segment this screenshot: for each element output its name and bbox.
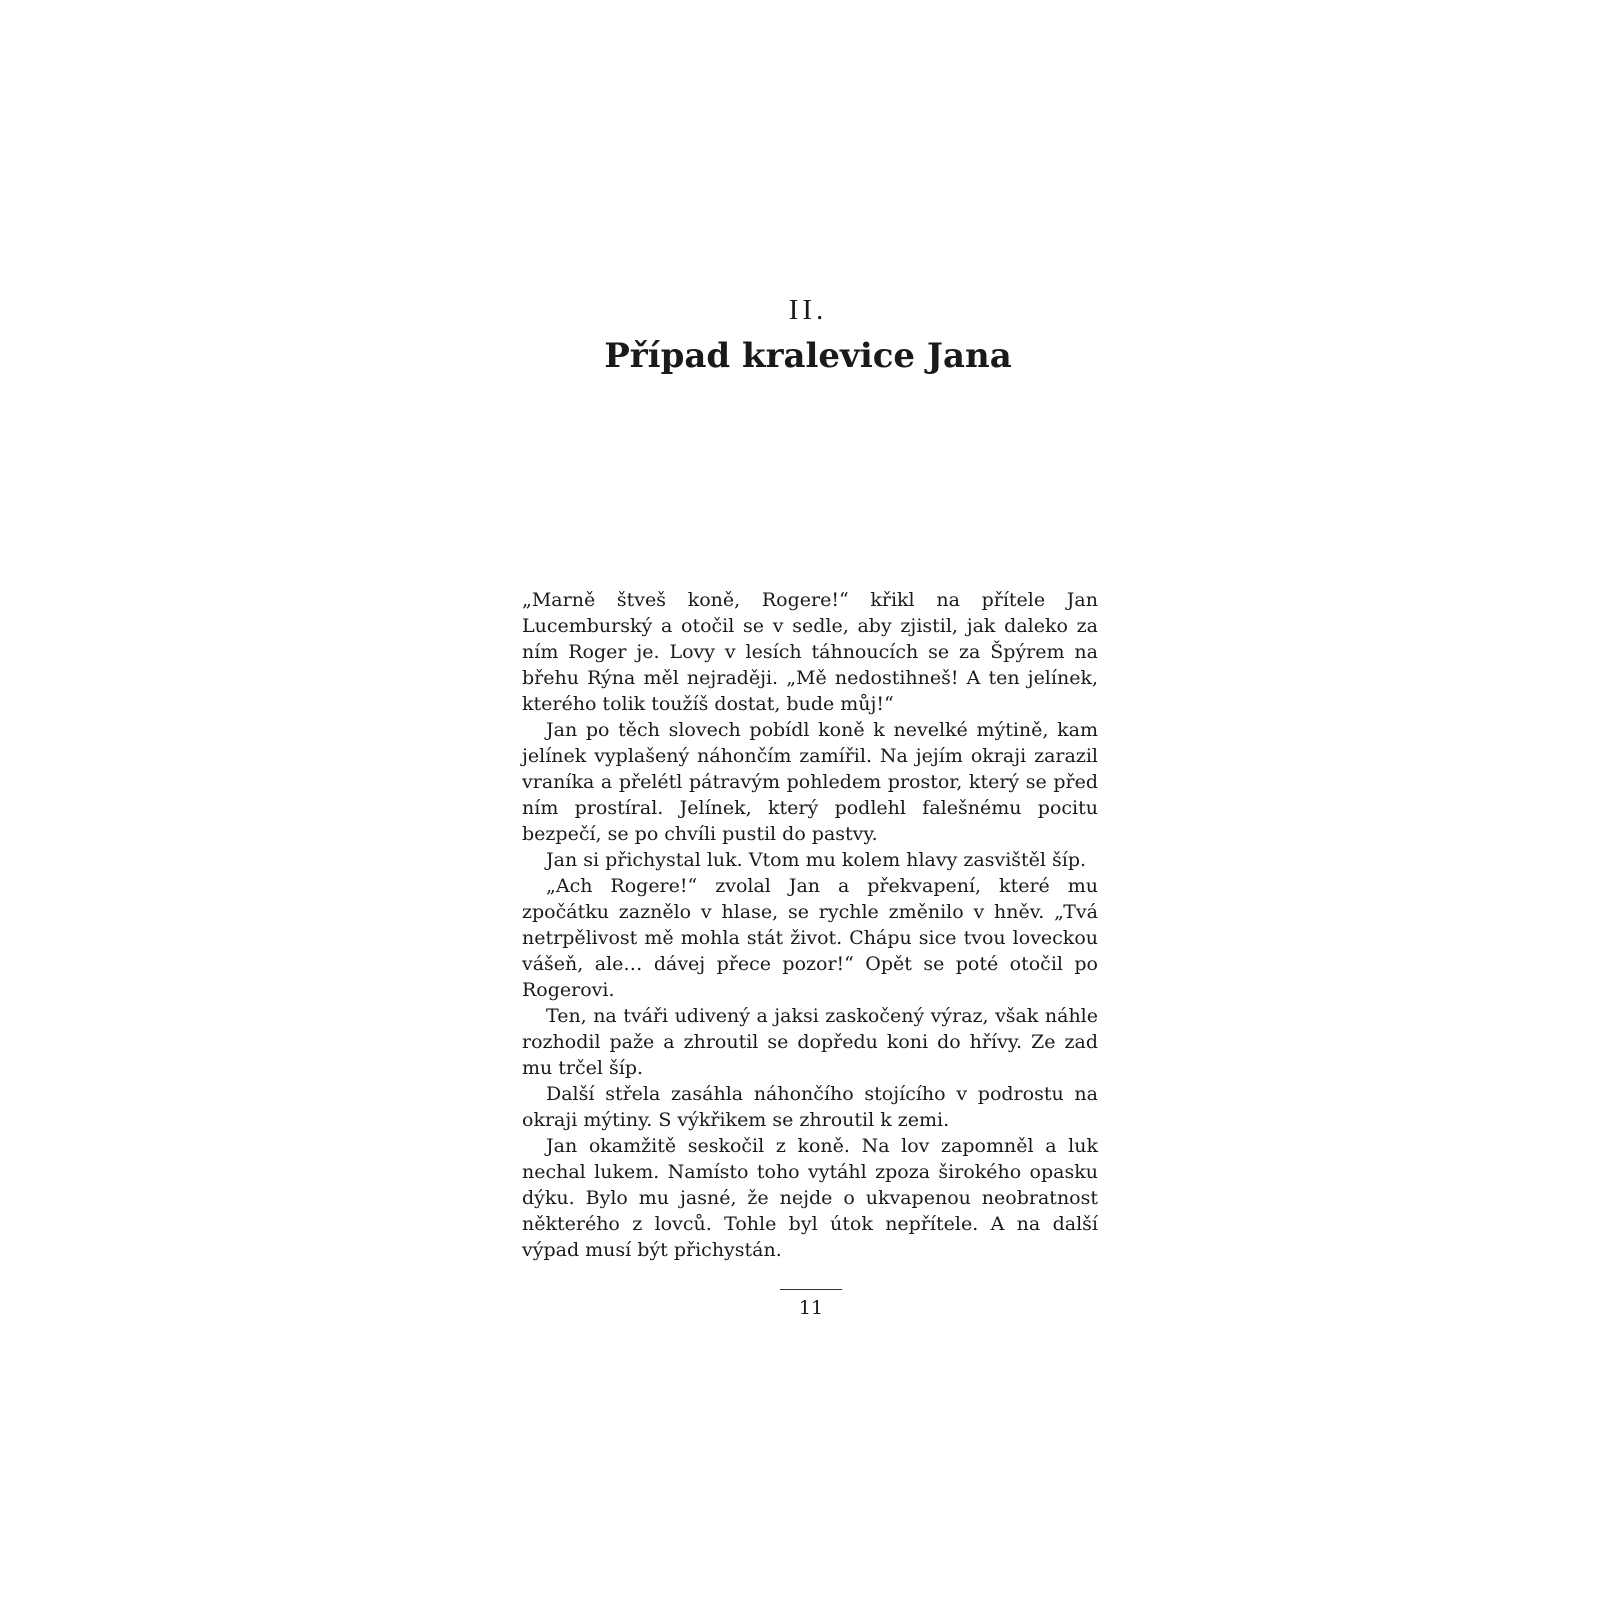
page-number: 11	[798, 1297, 824, 1319]
chapter-number: II.	[788, 294, 828, 326]
paragraph: Další střela zasáhla náhončího stojícího v podrostu na okraji mýtiny. S výkřikem se zhroutil k zemi.	[522, 1083, 1098, 1131]
paragraph: Jan okamžitě seskočil z koně. Na lov zapomněl a luk nechal lukem. Namísto toho vytáhl zpoza širokého opasku dýku. Bylo mu jasné, že nejde o ukvapenou neobratnost některého z lovců. Tohle byl útok nepřítele. A na další výpad musí být přichystán.	[522, 1135, 1098, 1261]
paragraph: „Marně štveš koně, Rogere!“ křikl na přítele Jan Lucemburský a otočil se v sedle, aby zjistil, jak daleko za ním Roger je. Lovy v lesích táhnoucích se za Špýrem na břehu Rýna měl nejraději. „Mě nedostihneš! A ten jelínek, kterého tolik toužíš dostat, bude můj!“	[522, 589, 1098, 715]
chapter-body	[522, 587, 1098, 1263]
paragraph: „Ach Rogere!“ zvolal Jan a překvapení, které mu zpočátku zaznělo v hlase, se rychle změnilo v hněv. „Tvá netrpělivost mě mohla stát život. Chápu sice tvou loveckou vášeň, ale… dávej přece pozor!“ Opět se poté otočil po Rogerovi.	[522, 875, 1098, 1001]
chapter-title: Případ kralevice Jana	[604, 336, 1012, 376]
paragraph: Jan si přichystal luk. Vtom mu kolem hlavy zasvištěl šíp.	[546, 849, 1087, 871]
footer-rule	[780, 1289, 842, 1290]
paragraph: Ten, na tváři udivený a jaksi zaskočený výraz, však náhle rozhodil paže a zhroutil se dopředu koni do hřívy. Ze zad mu trčel šíp.	[522, 1005, 1098, 1079]
paragraph: Jan po těch slovech pobídl koně k nevelké mýtině, kam jelínek vyplašený náhončím zamířil. Na jejím okraji zarazil vraníka a přelétl pátravým pohledem prostor, který se před ním prostíral. Jelínek, který podlehl falešnému pocitu bezpečí, se po chvíli pustil do pastvy.	[522, 719, 1098, 845]
